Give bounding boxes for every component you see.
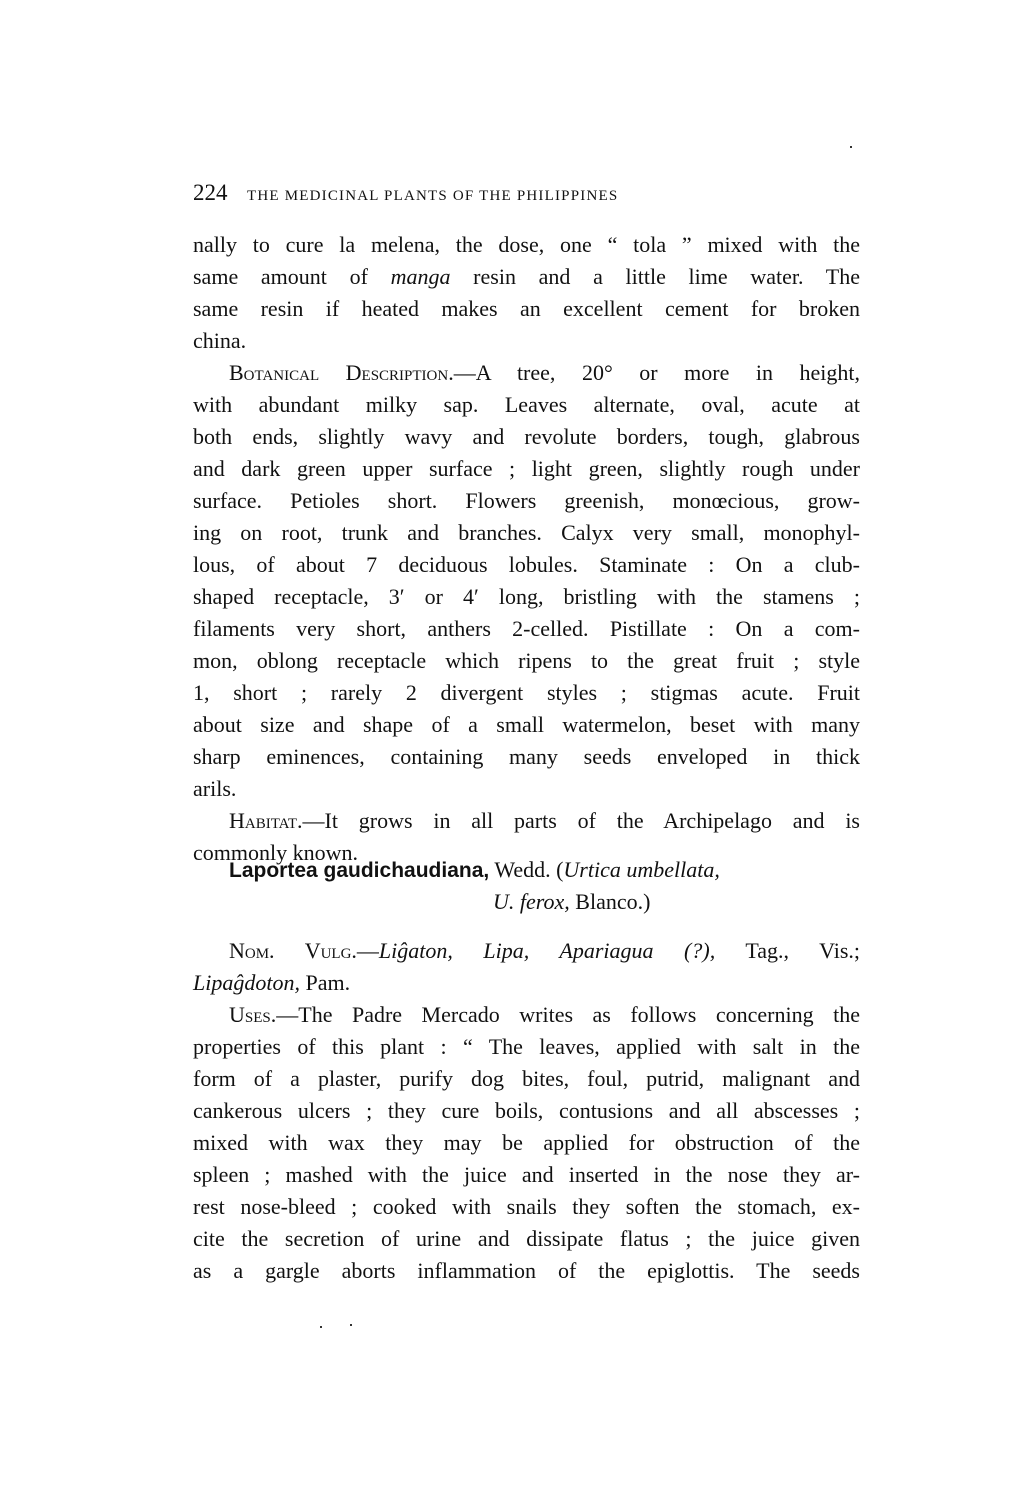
text-line — [193, 645, 860, 677]
text-line — [193, 1031, 860, 1063]
section-label: Nom. Vulg. — [229, 938, 357, 963]
text-run: nally to cure la melena, the dose, one “ tola ” mixed with the — [193, 232, 860, 257]
text-line — [193, 1255, 860, 1287]
text-run: both ends, slightly wavy and revolute borders, tough, glabrous — [193, 424, 860, 449]
text-line — [193, 1191, 860, 1223]
text-line — [193, 1159, 860, 1191]
text-line — [193, 677, 860, 709]
text-line — [193, 261, 860, 293]
text-run: spleen ; mashed with the juice and inserted in the nose they ar- — [193, 1162, 860, 1187]
text-run: commonly known. — [193, 840, 358, 865]
text-line — [193, 293, 860, 325]
running-header — [193, 180, 863, 206]
text-line — [193, 805, 860, 837]
text-run: same amount of — [193, 264, 391, 289]
text-run: —It grows in all parts of the Archipelago and is — [302, 808, 860, 833]
text-line — [193, 1223, 860, 1255]
text-run: rest nose-bleed ; cooked with snails they soften the stomach, ex- — [193, 1194, 860, 1219]
text-line — [193, 229, 860, 261]
text-line — [193, 421, 860, 453]
text-run: surface. Petioles short. Flowers greenish, monœcious, grow- — [193, 488, 860, 513]
speck — [850, 146, 852, 148]
text-line — [193, 999, 860, 1031]
text-run: cite the secretion of urine and dissipate flatus ; the juice given — [193, 1226, 860, 1251]
text-line — [193, 935, 860, 967]
text-run: mixed with wax they may be applied for obstruction of the — [193, 1130, 860, 1155]
text-line — [193, 325, 860, 357]
section-label: Habitat. — [229, 808, 303, 833]
text-block-description — [193, 229, 860, 869]
text-run: same resin if heated makes an excellent cement for broken — [193, 296, 860, 321]
text-block-uses — [193, 935, 860, 1287]
text-run: U. ferox, — [493, 889, 570, 914]
text-line — [193, 1095, 860, 1127]
text-line — [193, 741, 860, 773]
text-run: as a gargle aborts inflammation of the epiglottis. The seeds — [193, 1258, 860, 1283]
text-line — [193, 485, 860, 517]
text-line — [193, 1063, 860, 1095]
text-line — [193, 773, 860, 805]
text-run: with abundant milky sap. Leaves alternate, oval, acute at — [193, 392, 860, 417]
running-title: THE MEDICINAL PLANTS OF THE PHILIPPINES — [247, 188, 619, 204]
text-line — [193, 389, 860, 421]
speck — [350, 1324, 352, 1326]
text-run: and dark green upper surface ; light green, slightly rough under — [193, 456, 860, 481]
text-line — [193, 967, 860, 999]
text-run: shaped receptacle, 3′ or 4′ long, bristling with the stamens ; — [193, 584, 860, 609]
text-run: —The Padre Mercado writes as follows concerning the — [276, 1002, 860, 1027]
text-run: manga — [390, 264, 451, 289]
text-run: —A tree, 20° or more in height, — [453, 360, 860, 385]
text-run: resin and a little lime water. The — [450, 264, 860, 289]
text-line — [193, 549, 860, 581]
text-line — [193, 709, 860, 741]
text-run: Blanco.) — [569, 889, 651, 914]
text-line — [193, 613, 860, 645]
text-run: china. — [193, 328, 247, 353]
text-line — [193, 357, 860, 389]
text-run: filaments very short, anthers 2-celled. Pistillate : On a com- — [193, 616, 860, 641]
page-number: 224 — [193, 180, 228, 205]
text-run: about size and shape of a small watermelon, beset with many — [193, 712, 860, 737]
species-heading — [193, 854, 860, 918]
text-run: cankerous ulcers ; they cure boils, contusions and all abscesses ; — [193, 1098, 860, 1123]
text-run: Lipaĝdoton, — [193, 970, 300, 995]
text-run: lous, of about 7 deciduous lobules. Staminate : On a club- — [193, 552, 860, 577]
text-line — [193, 453, 860, 485]
text-run: 1, short ; rarely 2 divergent styles ; stigmas acute. Fruit — [193, 680, 860, 705]
text-line — [193, 886, 860, 918]
text-run: — — [356, 938, 379, 963]
text-run: properties of this plant : “ The leaves, applied with salt in the — [193, 1034, 860, 1059]
text-line — [193, 1127, 860, 1159]
text-run: Liĝaton, Lipa, Apariagua (?), — [378, 938, 716, 963]
speck — [320, 1326, 322, 1328]
section-label: Uses. — [229, 1002, 277, 1027]
section-label: Botanical Description. — [229, 360, 454, 385]
text-run: sharp eminences, containing many seeds enveloped in thick — [193, 744, 860, 769]
text-run: Wedd. ( — [489, 857, 564, 882]
text-run: Urtica umbellata, — [563, 857, 720, 882]
text-run: mon, oblong receptacle which ripens to the great fruit ; style — [193, 648, 860, 673]
text-run: arils. — [193, 776, 237, 801]
text-line — [193, 581, 860, 613]
text-run: Pam. — [299, 970, 351, 995]
text-run: ing on root, trunk and branches. Calyx very small, monophyl- — [193, 520, 860, 545]
text-run: form of a plaster, purify dog bites, foul, putrid, malignant and — [193, 1066, 860, 1091]
species-name: Laportea gaudichaudiana, — [229, 859, 490, 882]
text-line — [193, 854, 860, 886]
text-run: Tag., Vis.; — [715, 938, 860, 963]
text-line — [193, 517, 860, 549]
